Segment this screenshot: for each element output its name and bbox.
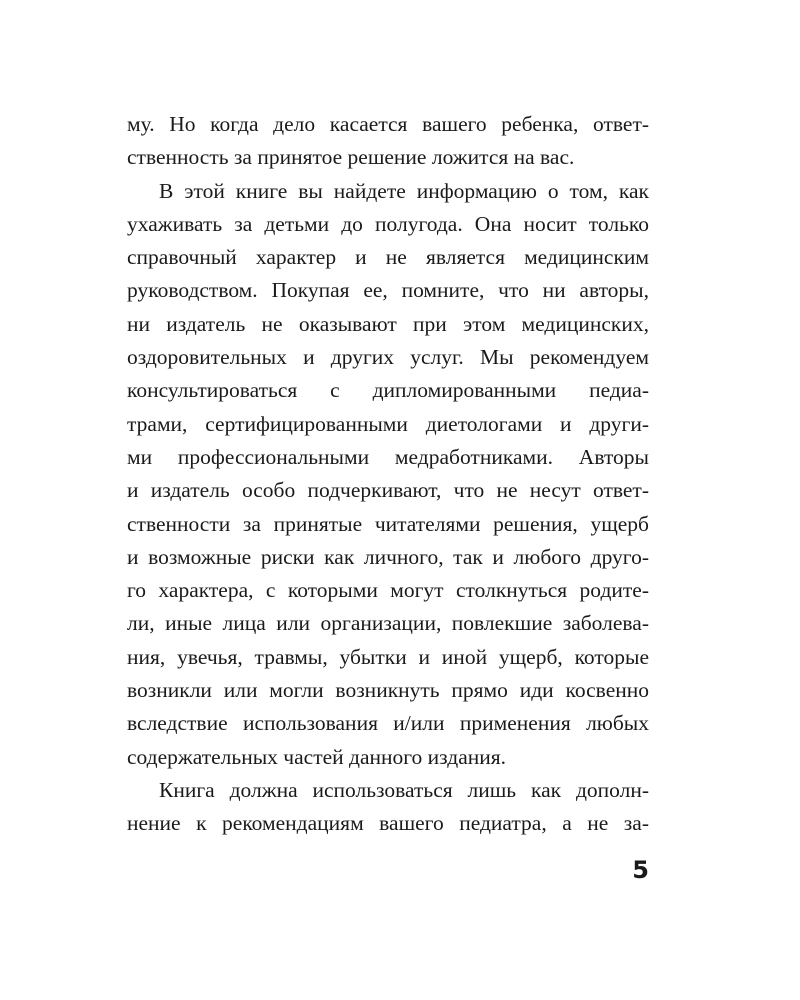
text-line: ли, иные лица или организации, повлекшие заболева- bbox=[127, 611, 649, 636]
text-line: ственность за принятое решение ложится на вас. bbox=[127, 145, 575, 170]
text-line: нение к рекомендациям вашего педиатра, а не за- bbox=[127, 811, 649, 836]
page-number: 5 bbox=[632, 856, 649, 884]
text-line: ни издатель не оказывают при этом медицинских, bbox=[127, 311, 649, 336]
text-line: трами, сертифицированными диетологами и други- bbox=[127, 411, 649, 436]
text-line: му. Но когда дело касается вашего ребенка, ответ- bbox=[127, 112, 649, 136]
text-line: и издатель особо подчеркивают, что не несут ответ- bbox=[127, 478, 649, 503]
text-line: Книга должна использоваться лишь как дополн- bbox=[159, 777, 649, 802]
text-line: руководством. Покупая ее, помните, что ни авторы, bbox=[127, 278, 649, 303]
text-line: го характера, с которыми могут столкнуться родите- bbox=[127, 578, 649, 603]
text-line: вследствие использования и/или применения любых bbox=[127, 711, 649, 736]
text-line: ния, увечья, травмы, убытки и иной ущерб, которые bbox=[127, 644, 649, 669]
text-line: ственности за принятые читателями решения, ущерб bbox=[127, 511, 649, 536]
text-line: ми профессиональными медработниками. Авторы bbox=[127, 444, 649, 469]
text-line: В этой книге вы найдете информацию о том, как bbox=[159, 178, 649, 203]
text-line: оздоровительных и других услуг. Мы рекомендуем bbox=[127, 345, 649, 370]
text-line: консультироваться с дипломированными педиа- bbox=[127, 378, 649, 403]
text-line: справочный характер и не является медицинским bbox=[127, 245, 649, 270]
text-line: и возможные риски как личного, так и любого друго- bbox=[127, 544, 649, 569]
body-text bbox=[127, 108, 649, 841]
text-line: содержательных частей данного издания. bbox=[127, 744, 507, 769]
text-line: ухаживать за детьми до полугода. Она носит только bbox=[127, 211, 649, 236]
text-line: возникли или могли возникнуть прямо иди косвенно bbox=[127, 678, 649, 703]
